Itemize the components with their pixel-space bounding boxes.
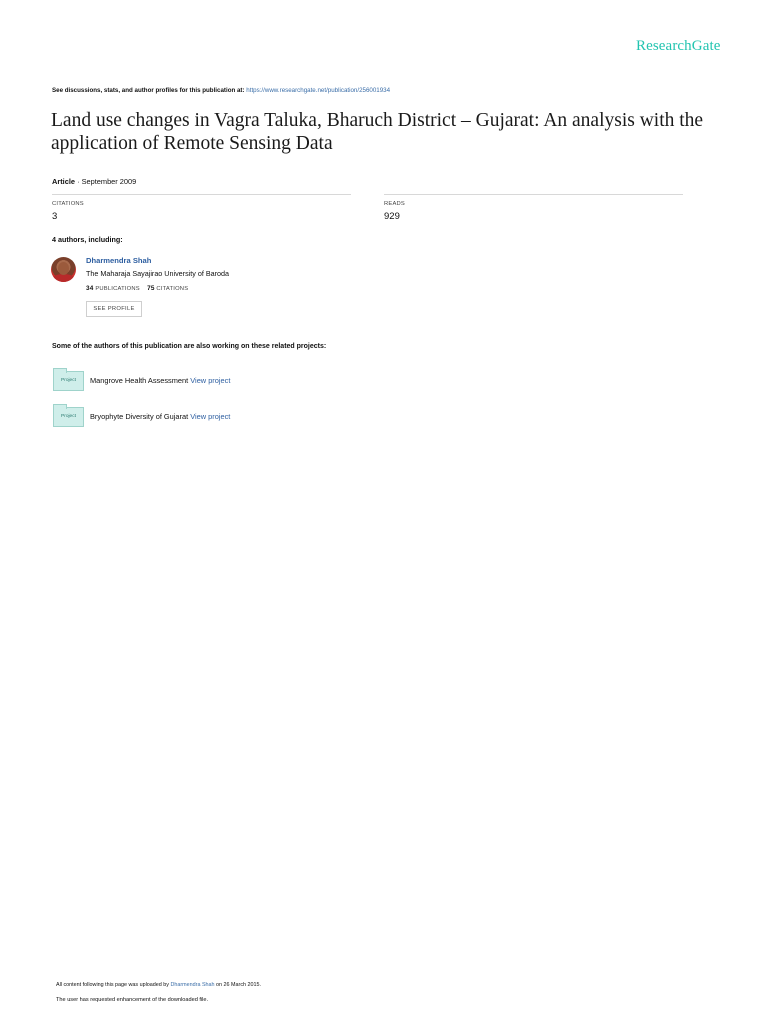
project-folder-icon: Project: [53, 407, 84, 427]
reads-divider: [384, 194, 683, 195]
publication-title: Land use changes in Vagra Taluka, Bharuch District – Gujarat: An analysis with the application of Remote Sensing Data: [51, 110, 704, 154]
project-item: [90, 412, 230, 421]
reads-label: READS: [384, 201, 405, 207]
researchgate-logo[interactable]: ResearchGate: [636, 38, 721, 54]
citations-label: CITATIONS: [52, 201, 84, 207]
publication-link[interactable]: https://www.researchgate.net/publication/256001934: [246, 87, 391, 94]
project-folder-icon: Project: [53, 371, 84, 391]
project-title: Bryophyte Diversity of Gujarat: [90, 412, 189, 421]
view-project-link[interactable]: View project: [190, 376, 231, 385]
avatar[interactable]: [51, 257, 76, 282]
project-title: Mangrove Health Assessment: [90, 376, 189, 385]
upload-suffix: on 26 March 2015.: [216, 982, 261, 988]
publication-type: Article: [52, 177, 76, 186]
see-profile-button[interactable]: SEE PROFILE: [86, 301, 142, 317]
author-stats: [86, 285, 188, 292]
author-citations-count: 75: [147, 285, 155, 292]
discussion-line: [52, 87, 390, 94]
citations-value: 3: [52, 211, 58, 222]
citations-divider: [52, 194, 351, 195]
related-projects-heading: Some of the authors of this publication are also working on these related projects:: [52, 343, 327, 350]
authors-heading: 4 authors, including:: [52, 235, 123, 244]
enhancement-note: The user has requested enhancement of the downloaded file.: [56, 997, 209, 1003]
author-publications-label: PUBLICATIONS: [95, 286, 140, 292]
meta-separator: ·: [75, 177, 82, 186]
view-project-link[interactable]: View project: [190, 412, 231, 421]
publication-meta: [52, 177, 136, 186]
author-citations-label: CITATIONS: [156, 286, 189, 292]
author-affiliation: The Maharaja Sayajirao University of Baroda: [86, 269, 230, 278]
project-item: [90, 376, 230, 385]
publication-date: September 2009: [81, 177, 137, 186]
discussion-text: See discussions, stats, and author profiles for this publication at:: [52, 87, 245, 94]
author-publications-count: 34: [86, 285, 94, 292]
reads-value: 929: [384, 211, 400, 222]
uploader-link[interactable]: Dharmendra Shah: [170, 982, 215, 988]
author-name-link[interactable]: Dharmendra Shah: [86, 256, 152, 265]
upload-note: [56, 982, 261, 988]
upload-prefix: All content following this page was uploaded by: [56, 982, 169, 988]
